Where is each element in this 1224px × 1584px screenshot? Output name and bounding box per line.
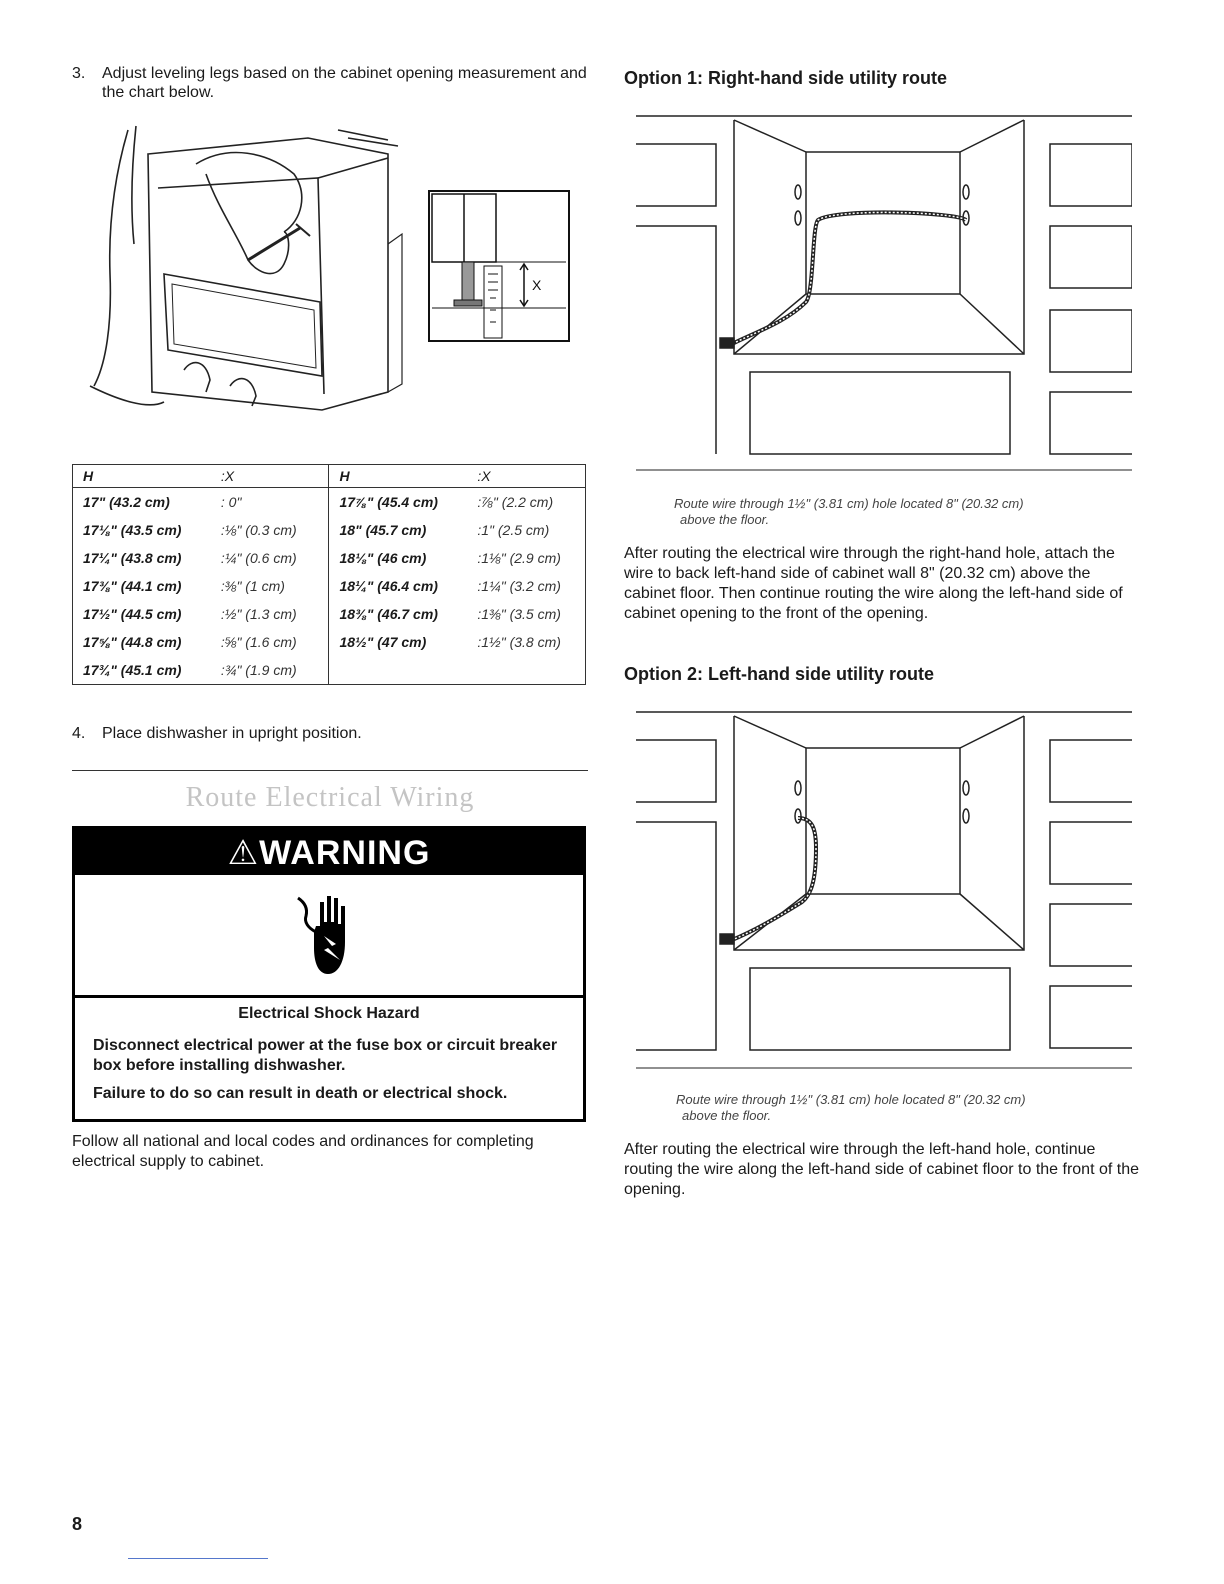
table-cell: :1¼" (3.2 cm) — [477, 578, 561, 594]
warning-box — [72, 826, 586, 1122]
table-cell: :⅜" (1 cm) — [211, 572, 329, 600]
option-2-left-hand-route-diagram — [636, 708, 1132, 1072]
table-cell: :⅞" (2.2 cm) — [477, 494, 554, 510]
table-header-x1: :X — [211, 465, 329, 488]
table-cell: : 0" — [211, 488, 329, 517]
option-2-caption — [676, 1092, 1126, 1124]
table-cell: 18⅜" (46.7 cm) — [339, 606, 438, 622]
option-1-caption — [674, 496, 1124, 528]
table-cell — [329, 656, 467, 685]
option-1-title: Option 1: Right-hand side utility route — [624, 68, 947, 88]
warning-hazard-title: Electrical Shock Hazard — [238, 1005, 420, 1022]
table-cell: :1" (2.5 cm) — [477, 522, 550, 538]
option-2-title: Option 2: Left-hand side utility route — [624, 664, 934, 684]
table-cell: 17⅝" (44.8 cm) — [83, 634, 182, 650]
electrical-shock-hand-icon — [294, 892, 364, 978]
table-cell: 17⅜" (44.1 cm) — [83, 578, 182, 594]
step-4 — [72, 724, 588, 743]
warning-body — [75, 998, 583, 1104]
step-3-text: Adjust leveling legs based on the cabinet opening measurement and the chart below. — [102, 65, 587, 101]
table-cell: 18¼" (46.4 cm) — [339, 578, 438, 594]
table-header-x2: :X — [477, 468, 491, 484]
table-row — [73, 544, 586, 572]
table-cell — [467, 656, 585, 685]
warning-icon-area — [75, 875, 583, 998]
table-cell: 17¼" (43.8 cm) — [83, 550, 182, 566]
page-number: 8 — [72, 1514, 83, 1534]
leg-height-detail-diagram — [428, 190, 570, 342]
table-cell: :1⅛" (2.9 cm) — [477, 550, 561, 566]
table-cell: 17½" (44.5 cm) — [83, 606, 182, 622]
leg-diagram-x-label: X — [532, 277, 542, 293]
warning-triangle-icon: ⚠ — [227, 834, 260, 872]
option-2-text: After routing the electrical wire through the left-hand hole, continue routing the wire along the left-hand side of cabinet floor to the front of the opening. — [624, 1141, 1139, 1198]
table-row — [73, 572, 586, 600]
table-cell: :½" (1.3 cm) — [211, 600, 329, 628]
warning-header — [75, 829, 583, 875]
table-cell: 18½" (47 cm) — [339, 634, 427, 650]
leveling-leg-adjustment-illustration — [88, 124, 410, 424]
table-cell: 17" (43.2 cm) — [83, 494, 170, 510]
section-title: Route Electrical Wiring — [185, 782, 475, 813]
table-row — [73, 600, 586, 628]
option-1-right-hand-route-diagram — [636, 112, 1132, 474]
table-cell: 17⅞" (45.4 cm) — [339, 494, 438, 510]
step-4-number: 4. — [72, 725, 86, 742]
table-row — [73, 656, 586, 685]
table-row — [73, 628, 586, 656]
option-2-caption-line-1: Route wire through 1½" (3.81 cm) hole located 8" (20.32 cm) — [676, 1092, 1026, 1107]
step-4-text: Place dishwasher in upright position. — [102, 725, 362, 742]
footer-line — [128, 1558, 268, 1559]
table-cell: :¼" (0.6 cm) — [211, 544, 329, 572]
table-cell: :1⅜" (3.5 cm) — [477, 606, 561, 622]
table-cell: :⅝" (1.6 cm) — [211, 628, 329, 656]
table-cell: :1½" (3.8 cm) — [477, 634, 561, 650]
section-divider — [72, 770, 588, 771]
table-cell: 18⅛" (46 cm) — [339, 550, 427, 566]
codes-paragraph: Follow all national and local codes and ordinances for completing electrical supply to cabinet. — [72, 1133, 534, 1170]
table-header-h1: H — [83, 468, 94, 484]
table-cell: 17⅛" (43.5 cm) — [83, 522, 182, 538]
option-1-caption-line-2: above the floor. — [680, 512, 770, 527]
table-cell: 18" (45.7 cm) — [339, 522, 427, 538]
leveling-chart-table — [72, 464, 586, 685]
table-header-h2: H — [339, 468, 350, 484]
table-cell: :¾" (1.9 cm) — [211, 656, 329, 685]
table-row — [73, 516, 586, 544]
table-row — [73, 488, 586, 517]
step-3 — [72, 64, 588, 102]
option-1-caption-line-1: Route wire through 1½" (3.81 cm) hole located 8" (20.32 cm) — [674, 496, 1024, 511]
option-1-text: After routing the electrical wire through the right-hand hole, attach the wire to back left-hand side of cabinet wall 8" (20.32 cm) above the cabinet floor. Then continue routing the wire along the left-hand side of cabinet opening to the front of the opening. — [624, 545, 1123, 622]
table-cell: :⅛" (0.3 cm) — [211, 516, 329, 544]
option-2-caption-line-2: above the floor. — [682, 1108, 772, 1123]
table-cell: 17¾" (45.1 cm) — [83, 662, 182, 678]
step-3-number: 3. — [72, 65, 86, 82]
warning-line-2: Failure to do so can result in death or electrical shock. — [93, 1085, 508, 1102]
warning-line-1: Disconnect electrical power at the fuse box or circuit breaker box before installing dishwasher. — [93, 1037, 558, 1074]
warning-header-text: WARNING — [259, 834, 431, 872]
